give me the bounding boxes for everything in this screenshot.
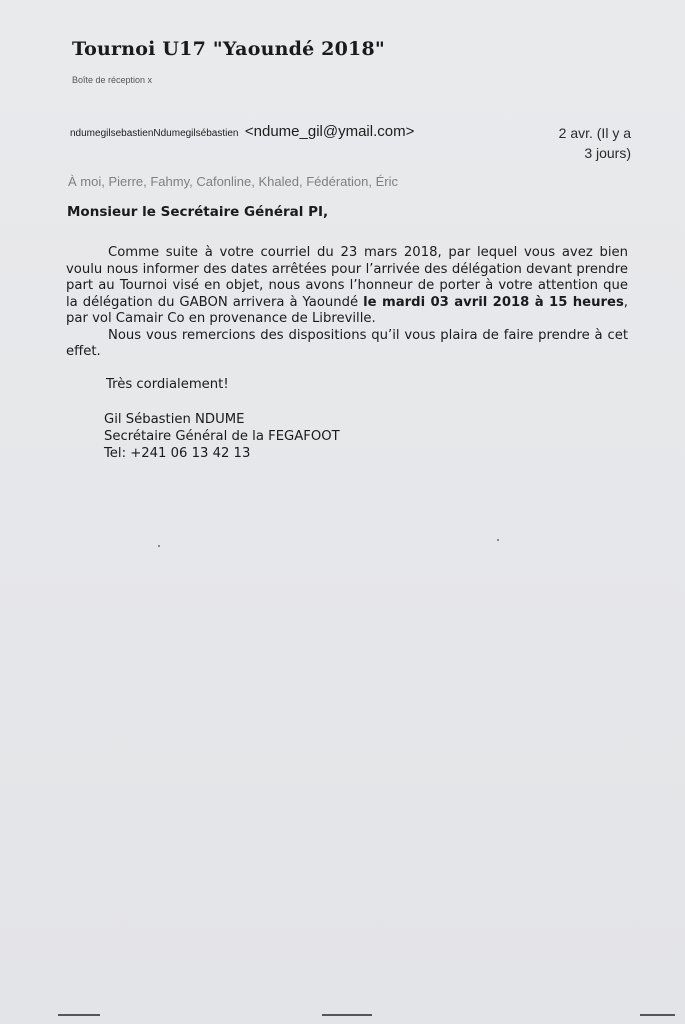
- paper-speck: [158, 545, 160, 547]
- paragraph-1-end: , par vol Camair Co en provenance de Libreville.: [66, 294, 628, 326]
- signature-title: Secrétaire Général de la FEGAFOOT: [104, 429, 340, 444]
- arrival-datetime: le mardi 03 avril 2018 à 15 heures: [363, 294, 624, 310]
- date-line-2: 3 jours): [584, 145, 631, 161]
- email-subject: Tournoi U17 "Yaoundé 2018": [72, 38, 385, 60]
- recipients-line: À moi, Pierre, Fahmy, Cafonline, Khaled, Fédération, Éric: [68, 174, 398, 189]
- paper-speck: [497, 539, 499, 541]
- inbox-label: Boîte de réception x: [72, 75, 153, 85]
- page-edge-mark: [58, 1014, 100, 1016]
- sender-name: ndumegilsebastienNdumegilsébastien: [70, 128, 239, 139]
- letter-body: [66, 245, 628, 361]
- signature-name: Gil Sébastien NDUME: [104, 412, 245, 427]
- paragraph-1-text: Comme suite à votre courriel du 23 mars 2018, par lequel vous avez bien voulu nous informer des dates arrêtées pour l’arrivée des délégation devant prendre part au Tournoi visé en objet, nous avons l’honneur de porter à votre attention que la délégation du GABON arrivera à Yaoundé: [66, 245, 628, 310]
- sender-email: <ndume_gil@ymail.com>: [244, 123, 415, 140]
- paragraph-1: [66, 245, 628, 328]
- date-line-1: 2 avr. (Il y a: [558, 125, 631, 141]
- page-edge-mark: [640, 1014, 675, 1016]
- page-edge-mark: [322, 1014, 372, 1016]
- letter-salutation: Monsieur le Secrétaire Général PI,: [67, 204, 329, 220]
- email-date: [521, 123, 631, 163]
- sender-line: [70, 123, 414, 141]
- letter-signature: [104, 411, 340, 462]
- signature-tel: Tel: +241 06 13 42 13: [104, 446, 251, 461]
- paragraph-2: Nous vous remercions des dispositions qu’il vous plaira de faire prendre à cet effet.: [66, 327, 628, 359]
- letter-closing: Très cordialement!: [106, 377, 229, 392]
